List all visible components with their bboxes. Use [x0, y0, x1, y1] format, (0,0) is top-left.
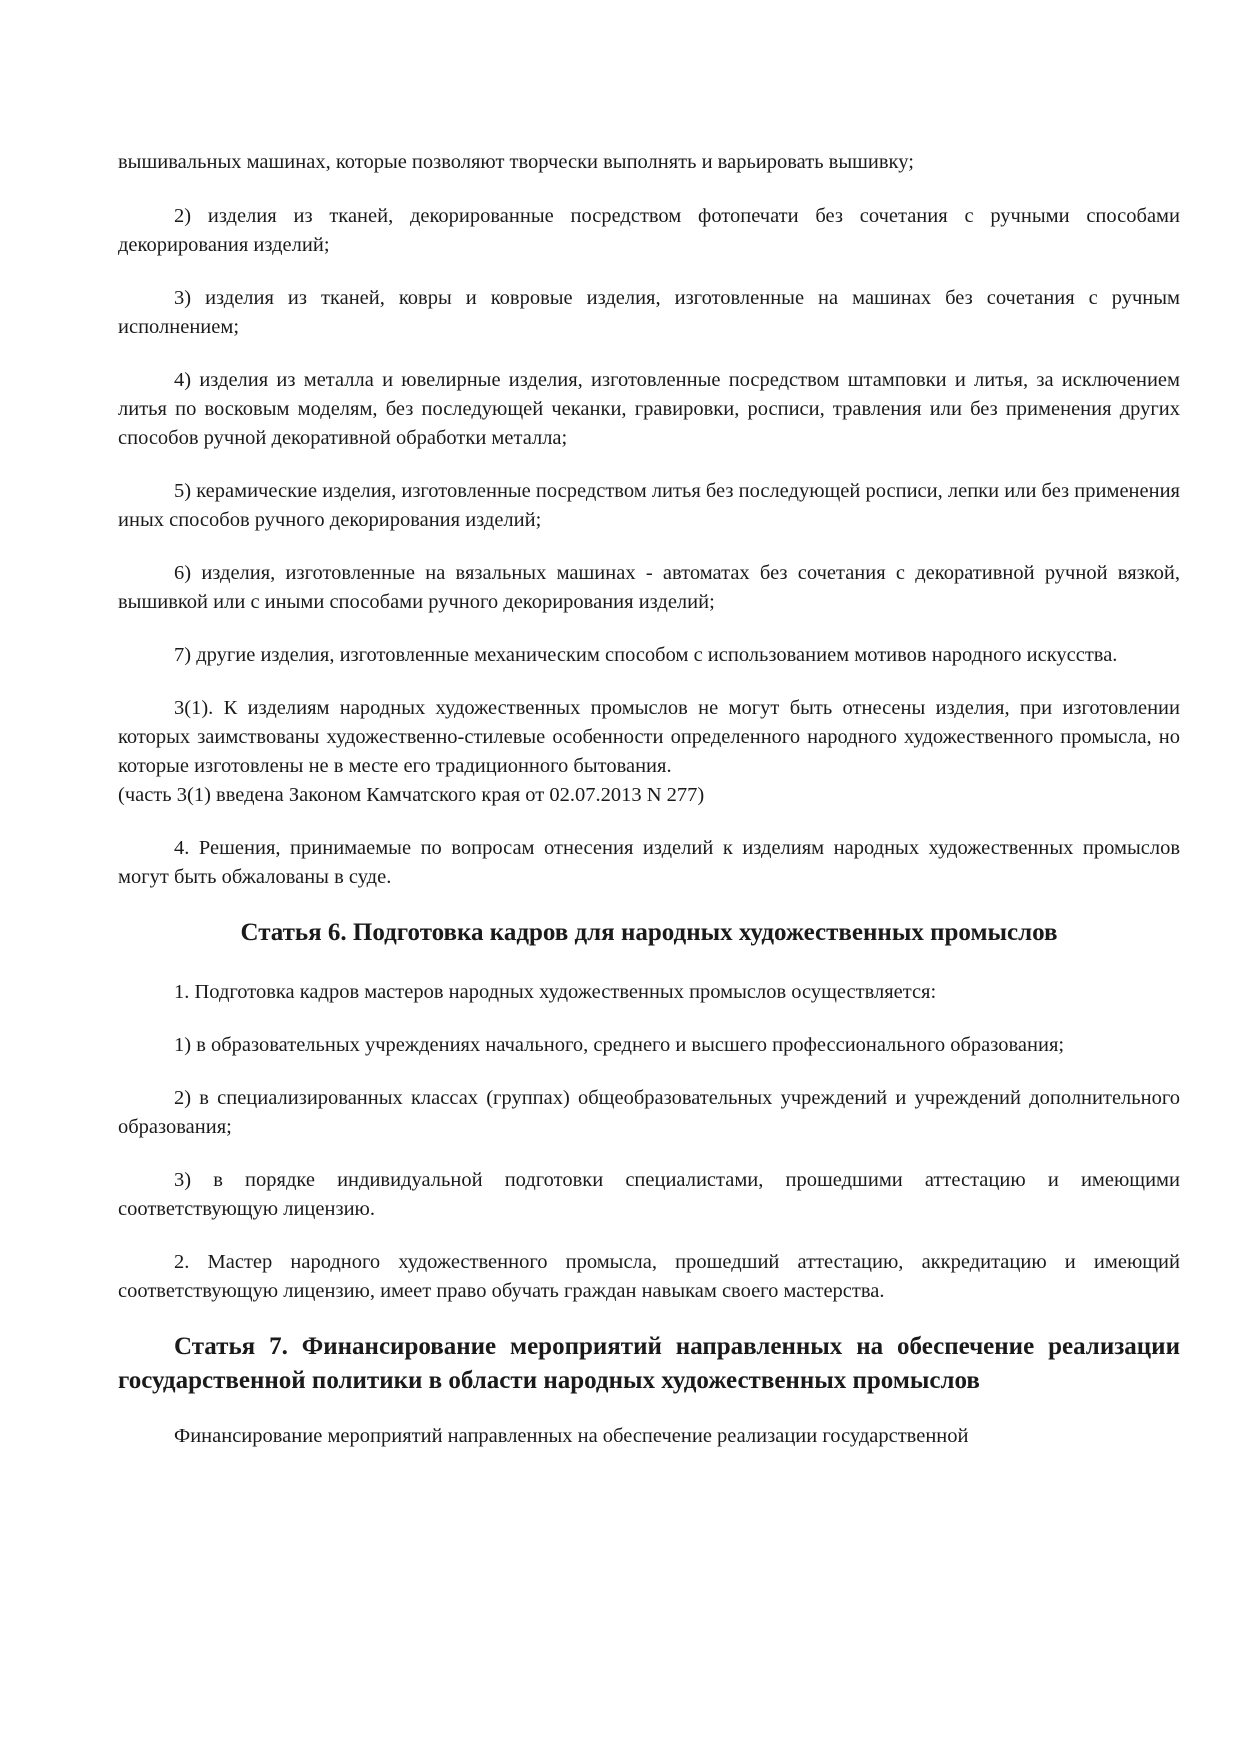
paragraph-item-5: 5) керамические изделия, изготовленные посредством литья без последующей росписи, лепки или без применения иных способов ручного декорирования изделий; [118, 480, 1180, 531]
article-6-paragraph: 1. Подготовка кадров мастеров народных художественных промыслов осуществляется: [174, 981, 937, 1003]
paragraph-item-3: 3) изделия из тканей, ковры и ковровые изделия, изготовленные на машинах без сочетания с ручным исполнением; [118, 287, 1180, 338]
article-6-paragraph: 2) в специализированных классах (группах) общеобразовательных учреждений и учреждений дополнительного образования; [118, 1087, 1180, 1138]
paragraph-item-4: 4) изделия из металла и ювелирные изделия, изготовленные посредством штамповки и литья, за исключением литья по восковым моделям, без последующей чеканки, гравировки, росписи, травления или без применения других способов ручной декоративной обработки металла; [118, 369, 1180, 449]
article-7-paragraph: Финансирование мероприятий направленных на обеспечение реализации государственной [174, 1425, 969, 1447]
paragraph-continuation: вышивальных машинах, которые позволяют творчески выполнять и варьировать вышивку; [118, 151, 914, 173]
article-6-heading: Статья 6. Подготовка кадров для народных художественных промыслов [240, 919, 1058, 946]
document-page [118, 148, 1180, 1475]
article-7-heading: Статья 7. Финансирование мероприятий направленных на обеспечение реализации государственной политики в области народных художественных промыслов [118, 1333, 1180, 1394]
article-6-paragraph: 2. Мастер народного художественного промысла, прошедший аттестацию, аккредитацию и имеющий соответствующую лицензию, имеет право обучать граждан навыкам своего мастерства. [118, 1251, 1180, 1302]
amendment-note: (часть 3(1) введена Законом Камчатского края от 02.07.2013 N 277) [118, 784, 705, 806]
paragraph-item-2: 2) изделия из тканей, декорированные посредством фотопечати без сочетания с ручными способами декорирования изделий; [118, 205, 1180, 256]
paragraph-part-4: 4. Решения, принимаемые по вопросам отнесения изделий к изделиям народных художественных промыслов могут быть обжалованы в суде. [118, 837, 1180, 888]
paragraph-item-7: 7) другие изделия, изготовленные механическим способом с использованием мотивов народного искусства. [174, 644, 1118, 666]
paragraph-item-6: 6) изделия, изготовленные на вязальных машинах - автоматах без сочетания с декоративной ручной вязкой, вышивкой или с иными способами ручного декорирования изделий; [118, 562, 1180, 613]
article-6-paragraph: 1) в образовательных учреждениях начального, среднего и высшего профессионального образования; [174, 1034, 1065, 1056]
paragraph-part-3-1: 3(1). К изделиям народных художественных промыслов не могут быть отнесены изделия, при изготовлении которых заимствованы художественно-стилевые особенности определенного народного художественного промысла, но которые изготовлены не в месте его традиционного бытования. [118, 697, 1180, 777]
article-6-paragraph: 3) в порядке индивидуальной подготовки специалистами, прошедшими аттестацию и имеющими соответствующую лицензию. [118, 1169, 1180, 1220]
